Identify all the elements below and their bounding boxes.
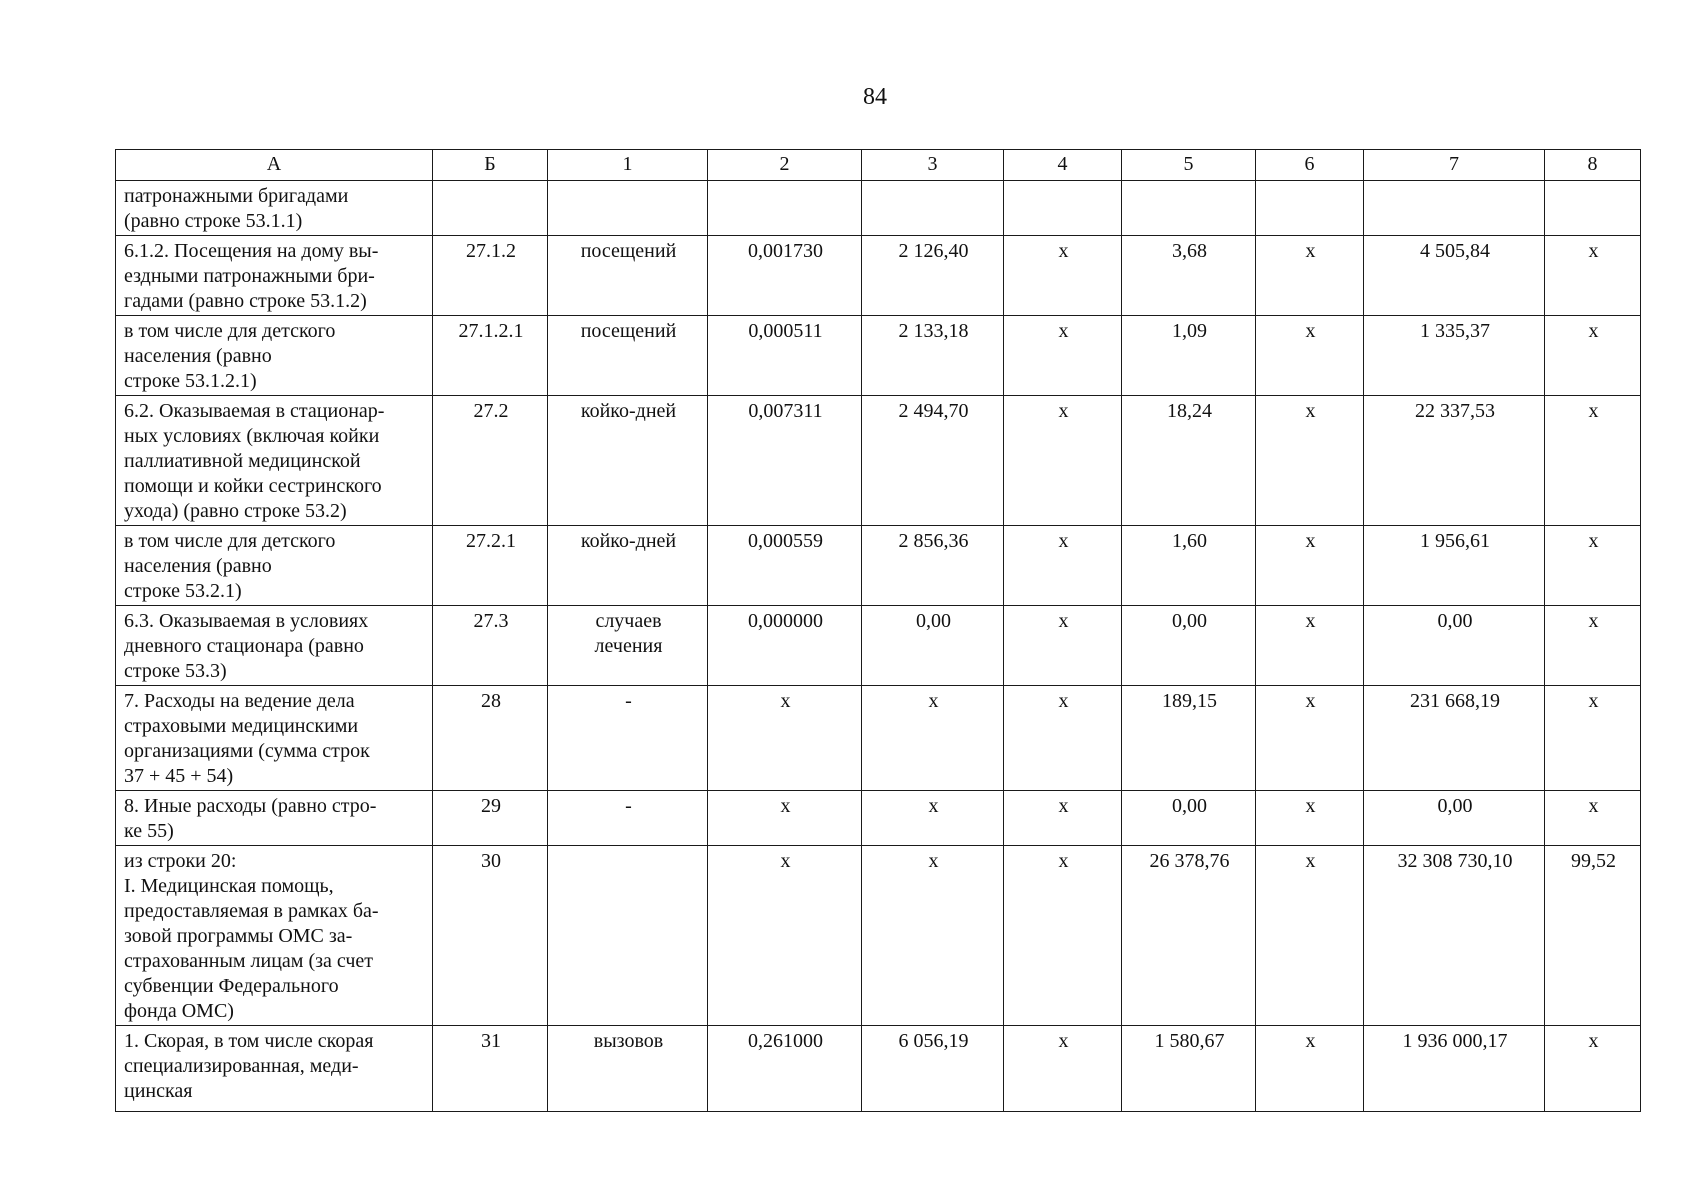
cell-col-4: х <box>1004 396 1122 526</box>
cell-col-7: 22 337,53 <box>1364 396 1545 526</box>
cell-col-5: 18,24 <box>1122 396 1256 526</box>
row-description: из строки 20: I. Медицинская помощь, предоставляемая в рамках ба- зовой программы ОМС за- страхованным лицам (за счет субвенции Федерального фонда ОМС) <box>116 846 433 1026</box>
cell-col-3: 2 856,36 <box>862 526 1004 606</box>
cell-col-6: х <box>1256 316 1364 396</box>
cell-col-6: х <box>1256 236 1364 316</box>
cell-col-5: 26 378,76 <box>1122 846 1256 1026</box>
cell-col-8: х <box>1545 316 1641 396</box>
cell-col-7: 0,00 <box>1364 606 1545 686</box>
row-unit: случаев лечения <box>548 606 708 686</box>
row-code: 31 <box>433 1026 548 1112</box>
cell-col-6: х <box>1256 686 1364 791</box>
row-unit: - <box>548 686 708 791</box>
cell-col-3: х <box>862 846 1004 1026</box>
cell-col-6: х <box>1256 846 1364 1026</box>
row-code: 30 <box>433 846 548 1026</box>
row-unit: койко-дней <box>548 526 708 606</box>
row-description: 6.3. Оказываемая в условиях дневного стационара (равно строке 53.3) <box>116 606 433 686</box>
table-row <box>116 606 1641 686</box>
row-code: 27.1.2 <box>433 236 548 316</box>
column-header-8: 8 <box>1545 150 1641 181</box>
cell-col-4: х <box>1004 686 1122 791</box>
cell-col-5 <box>1122 181 1256 236</box>
cell-col-3: х <box>862 686 1004 791</box>
cell-col-7: 0,00 <box>1364 791 1545 846</box>
column-header-1: 1 <box>548 150 708 181</box>
cell-col-8: х <box>1545 1026 1641 1112</box>
cell-col-4: х <box>1004 846 1122 1026</box>
row-unit: посещений <box>548 316 708 396</box>
row-description: 7. Расходы на ведение дела страховыми медицинскими организациями (сумма строк 37 + 45 + 54) <box>116 686 433 791</box>
cell-col-6: х <box>1256 606 1364 686</box>
page-number: 84 <box>863 84 887 110</box>
column-header-6: 6 <box>1256 150 1364 181</box>
row-description: 8. Иные расходы (равно стро- ке 55) <box>116 791 433 846</box>
row-unit: вызовов <box>548 1026 708 1112</box>
cell-col-8: х <box>1545 606 1641 686</box>
cell-col-6: х <box>1256 526 1364 606</box>
cell-col-4: х <box>1004 316 1122 396</box>
table-header-row <box>116 150 1641 181</box>
cell-col-8: х <box>1545 791 1641 846</box>
table-row <box>116 316 1641 396</box>
cell-col-2 <box>708 181 862 236</box>
cell-col-3: 2 133,18 <box>862 316 1004 396</box>
row-description: в том числе для детского населения (равно строке 53.2.1) <box>116 526 433 606</box>
row-description: патронажными бригадами (равно строке 53.1.1) <box>116 181 433 236</box>
row-description: 1. Скорая, в том числе скорая специализированная, меди- цинская <box>116 1026 433 1112</box>
cell-col-3: 0,00 <box>862 606 1004 686</box>
cell-col-4: х <box>1004 606 1122 686</box>
column-header-3: 3 <box>862 150 1004 181</box>
column-header-7: 7 <box>1364 150 1545 181</box>
row-unit <box>548 181 708 236</box>
cell-col-6: х <box>1256 1026 1364 1112</box>
column-header-2: 2 <box>708 150 862 181</box>
cell-col-7: 231 668,19 <box>1364 686 1545 791</box>
cell-col-2: х <box>708 846 862 1026</box>
cell-col-7: 32 308 730,10 <box>1364 846 1545 1026</box>
cell-col-5: 1 580,67 <box>1122 1026 1256 1112</box>
row-code <box>433 181 548 236</box>
cell-col-4 <box>1004 181 1122 236</box>
cell-col-8: х <box>1545 686 1641 791</box>
column-header-4: 4 <box>1004 150 1122 181</box>
table-row <box>116 791 1641 846</box>
cell-col-5: 0,00 <box>1122 606 1256 686</box>
cell-col-7: 1 936 000,17 <box>1364 1026 1545 1112</box>
row-description: 6.1.2. Посещения на дому вы- ездными патронажными бри- гадами (равно строке 53.1.2) <box>116 236 433 316</box>
cell-col-4: х <box>1004 526 1122 606</box>
row-code: 27.3 <box>433 606 548 686</box>
cell-col-8: х <box>1545 396 1641 526</box>
cell-col-2: 0,001730 <box>708 236 862 316</box>
column-header-5: 5 <box>1122 150 1256 181</box>
data-table <box>115 149 1641 1112</box>
table-row <box>116 236 1641 316</box>
row-code: 29 <box>433 791 548 846</box>
column-header-a: А <box>116 150 433 181</box>
cell-col-6: х <box>1256 791 1364 846</box>
cell-col-2: 0,000511 <box>708 316 862 396</box>
row-unit <box>548 846 708 1026</box>
cell-col-3: 6 056,19 <box>862 1026 1004 1112</box>
cell-col-2: 0,261000 <box>708 1026 862 1112</box>
cell-col-3: 2 126,40 <box>862 236 1004 316</box>
cell-col-5: 189,15 <box>1122 686 1256 791</box>
cell-col-6 <box>1256 181 1364 236</box>
cell-col-7 <box>1364 181 1545 236</box>
table-row <box>116 526 1641 606</box>
row-code: 27.2.1 <box>433 526 548 606</box>
cell-col-5: 1,60 <box>1122 526 1256 606</box>
cell-col-5: 0,00 <box>1122 791 1256 846</box>
cell-col-2: 0,000559 <box>708 526 862 606</box>
cell-col-6: х <box>1256 396 1364 526</box>
cell-col-3: х <box>862 791 1004 846</box>
table-row <box>116 846 1641 1026</box>
cell-col-4: х <box>1004 791 1122 846</box>
cell-col-2: х <box>708 686 862 791</box>
row-code: 27.1.2.1 <box>433 316 548 396</box>
cell-col-7: 1 335,37 <box>1364 316 1545 396</box>
column-header-b: Б <box>433 150 548 181</box>
row-code: 28 <box>433 686 548 791</box>
row-unit: - <box>548 791 708 846</box>
row-code: 27.2 <box>433 396 548 526</box>
cell-col-8: х <box>1545 526 1641 606</box>
table-row <box>116 1026 1641 1112</box>
cell-col-2: х <box>708 791 862 846</box>
cell-col-5: 3,68 <box>1122 236 1256 316</box>
cell-col-2: 0,000000 <box>708 606 862 686</box>
row-description: 6.2. Оказываемая в стационар- ных условиях (включая койки паллиативной медицинской помощи и койки сестринского ухода) (равно строке 53.2) <box>116 396 433 526</box>
cell-col-8: х <box>1545 236 1641 316</box>
cell-col-3 <box>862 181 1004 236</box>
cell-col-8: 99,52 <box>1545 846 1641 1026</box>
table-row <box>116 181 1641 236</box>
table-row <box>116 396 1641 526</box>
cell-col-4: х <box>1004 236 1122 316</box>
cell-col-2: 0,007311 <box>708 396 862 526</box>
cell-col-8 <box>1545 181 1641 236</box>
cell-col-3: 2 494,70 <box>862 396 1004 526</box>
cell-col-7: 4 505,84 <box>1364 236 1545 316</box>
cell-col-5: 1,09 <box>1122 316 1256 396</box>
cell-col-7: 1 956,61 <box>1364 526 1545 606</box>
row-unit: койко-дней <box>548 396 708 526</box>
cell-col-4: х <box>1004 1026 1122 1112</box>
row-description: в том числе для детского населения (равно строке 53.1.2.1) <box>116 316 433 396</box>
row-unit: посещений <box>548 236 708 316</box>
table-row <box>116 686 1641 791</box>
